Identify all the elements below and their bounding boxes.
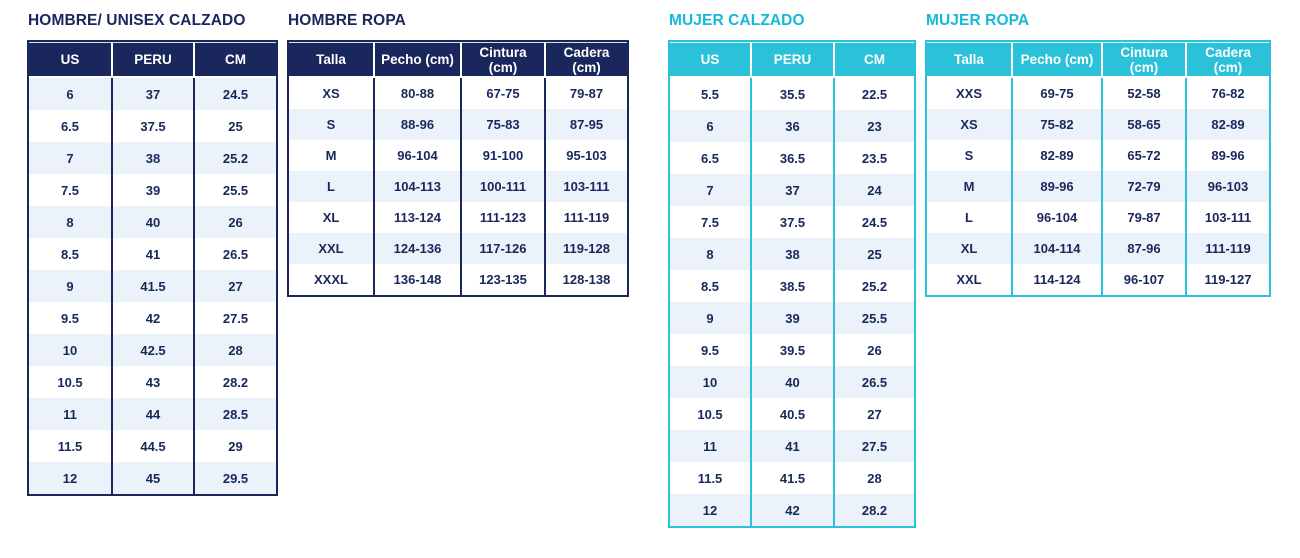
table-row	[29, 110, 276, 142]
table-cell: 104-114	[1011, 233, 1101, 264]
table-row	[29, 366, 276, 398]
table-row	[29, 430, 276, 462]
column-header: Cadera (cm)	[1185, 42, 1269, 78]
table-cell: S	[289, 109, 373, 140]
column-header: CM	[833, 42, 914, 78]
table-cell: 43	[111, 366, 193, 398]
table-cell: 39	[750, 302, 833, 334]
table-cell: XL	[927, 233, 1011, 264]
table-cell: 27.5	[833, 430, 914, 462]
table-cell: 40	[111, 206, 193, 238]
table-cell: 87-95	[544, 109, 627, 140]
table-cell: 5.5	[670, 78, 750, 110]
table-row	[670, 270, 914, 302]
table-cell: 103-111	[544, 171, 627, 202]
header-row	[670, 42, 914, 78]
table-row	[927, 140, 1269, 171]
table-cell: S	[927, 140, 1011, 171]
table-cell: 23.5	[833, 142, 914, 174]
table-cell: 39.5	[750, 334, 833, 366]
column-header: PERU	[750, 42, 833, 78]
table-cell: 7.5	[670, 206, 750, 238]
column-header: US	[29, 42, 111, 78]
table-cell: 28.2	[193, 366, 276, 398]
table-cell: 9.5	[670, 334, 750, 366]
table-cell: 124-136	[373, 233, 460, 264]
table-section-hombre-ropa	[287, 12, 625, 297]
table-cell: 25.5	[193, 174, 276, 206]
table-cell: 37	[750, 174, 833, 206]
table-cell: 119-127	[1185, 264, 1269, 295]
table-cell: 123-135	[460, 264, 544, 295]
column-header: Pecho (cm)	[373, 42, 460, 78]
table-cell: 27	[833, 398, 914, 430]
table-cell: 96-104	[373, 140, 460, 171]
table-cell: 65-72	[1101, 140, 1185, 171]
table-title-hombre-unisex-calzado: HOMBRE/ UNISEX CALZADO	[28, 12, 246, 29]
table-cell: 41.5	[750, 462, 833, 494]
table-row	[670, 334, 914, 366]
size-table-hombre-ropa	[287, 40, 629, 297]
table-cell: 38	[111, 142, 193, 174]
table-cell: 41.5	[111, 270, 193, 302]
table-row	[29, 270, 276, 302]
table-cell: XS	[927, 109, 1011, 140]
table-row	[927, 264, 1269, 295]
table-cell: 45	[111, 462, 193, 494]
table-cell: 75-82	[1011, 109, 1101, 140]
column-header: PERU	[111, 42, 193, 78]
table-cell: 96-103	[1185, 171, 1269, 202]
table-cell: M	[927, 171, 1011, 202]
table-cell: 26.5	[193, 238, 276, 270]
table-row	[289, 78, 627, 109]
table-row	[289, 233, 627, 264]
table-cell: 88-96	[373, 109, 460, 140]
table-cell: 52-58	[1101, 78, 1185, 109]
table-cell: 69-75	[1011, 78, 1101, 109]
table-row	[29, 78, 276, 110]
table-cell: 136-148	[373, 264, 460, 295]
table-row	[29, 398, 276, 430]
table-row	[670, 302, 914, 334]
table-cell: 26.5	[833, 366, 914, 398]
table-cell: 23	[833, 110, 914, 142]
table-row	[670, 494, 914, 526]
table-section-mujer-calzado	[668, 12, 912, 528]
table-row	[927, 109, 1269, 140]
table-cell: L	[927, 202, 1011, 233]
table-cell: 8.5	[670, 270, 750, 302]
table-cell: 37.5	[750, 206, 833, 238]
table-row	[670, 142, 914, 174]
table-section-mujer-ropa	[925, 12, 1267, 297]
table-row	[670, 174, 914, 206]
table-row	[927, 202, 1269, 233]
table-cell: 96-104	[1011, 202, 1101, 233]
table-cell: 24.5	[193, 78, 276, 110]
table-cell: L	[289, 171, 373, 202]
table-cell: XXL	[927, 264, 1011, 295]
column-header: Cintura (cm)	[460, 42, 544, 78]
table-row	[670, 78, 914, 110]
table-cell: 28	[833, 462, 914, 494]
table-cell: 100-111	[460, 171, 544, 202]
size-table-mujer-ropa	[925, 40, 1271, 297]
column-header: Cadera (cm)	[544, 42, 627, 78]
table-cell: 26	[193, 206, 276, 238]
table-cell: 111-123	[460, 202, 544, 233]
table-cell: 40	[750, 366, 833, 398]
table-title-mujer-ropa: MUJER ROPA	[926, 12, 1030, 29]
table-cell: 9.5	[29, 302, 111, 334]
table-title-mujer-calzado: MUJER CALZADO	[669, 12, 805, 29]
table-row	[289, 264, 627, 295]
table-row	[29, 462, 276, 494]
table-cell: 28.5	[193, 398, 276, 430]
table-cell: 25	[193, 110, 276, 142]
table-cell: XS	[289, 78, 373, 109]
table-cell: 89-96	[1185, 140, 1269, 171]
table-cell: M	[289, 140, 373, 171]
table-row	[289, 140, 627, 171]
table-cell: 8	[670, 238, 750, 270]
table-cell: 36	[750, 110, 833, 142]
table-cell: 80-88	[373, 78, 460, 109]
table-cell: 6	[29, 78, 111, 110]
table-row	[29, 174, 276, 206]
table-cell: 117-126	[460, 233, 544, 264]
table-cell: 82-89	[1011, 140, 1101, 171]
table-cell: 11.5	[670, 462, 750, 494]
table-cell: 87-96	[1101, 233, 1185, 264]
table-row	[927, 171, 1269, 202]
table-cell: 42	[750, 494, 833, 526]
table-cell: 58-65	[1101, 109, 1185, 140]
table-cell: 44	[111, 398, 193, 430]
size-table-mujer-calzado	[668, 40, 916, 528]
table-cell: 111-119	[1185, 233, 1269, 264]
table-cell: 41	[111, 238, 193, 270]
table-cell: XXS	[927, 78, 1011, 109]
table-cell: 42	[111, 302, 193, 334]
table-cell: 24.5	[833, 206, 914, 238]
table-cell: 42.5	[111, 334, 193, 366]
table-cell: XL	[289, 202, 373, 233]
table-cell: 72-79	[1101, 171, 1185, 202]
table-cell: 38.5	[750, 270, 833, 302]
table-row	[29, 302, 276, 334]
table-cell: 28.2	[833, 494, 914, 526]
table-cell: 25	[833, 238, 914, 270]
table-cell: 67-75	[460, 78, 544, 109]
table-cell: 25.2	[193, 142, 276, 174]
table-cell: 11	[29, 398, 111, 430]
table-cell: 89-96	[1011, 171, 1101, 202]
table-cell: 29.5	[193, 462, 276, 494]
table-cell: 9	[670, 302, 750, 334]
table-cell: 95-103	[544, 140, 627, 171]
table-cell: 26	[833, 334, 914, 366]
table-row	[289, 171, 627, 202]
table-cell: 6.5	[29, 110, 111, 142]
table-cell: 6.5	[670, 142, 750, 174]
table-row	[670, 462, 914, 494]
header-row	[927, 42, 1269, 78]
table-cell: 8	[29, 206, 111, 238]
table-row	[927, 78, 1269, 109]
column-header: Pecho (cm)	[1011, 42, 1101, 78]
table-cell: 7.5	[29, 174, 111, 206]
table-row	[670, 110, 914, 142]
table-cell: 128-138	[544, 264, 627, 295]
table-cell: 9	[29, 270, 111, 302]
table-cell: 28	[193, 334, 276, 366]
table-cell: 24	[833, 174, 914, 206]
table-cell: 37	[111, 78, 193, 110]
table-cell: 111-119	[544, 202, 627, 233]
table-cell: 12	[29, 462, 111, 494]
table-cell: XXL	[289, 233, 373, 264]
table-cell: 7	[29, 142, 111, 174]
table-cell: 8.5	[29, 238, 111, 270]
table-cell: 10	[29, 334, 111, 366]
table-cell: 75-83	[460, 109, 544, 140]
table-row	[670, 206, 914, 238]
table-cell: 10.5	[29, 366, 111, 398]
table-cell: 91-100	[460, 140, 544, 171]
table-row	[670, 238, 914, 270]
table-cell: 11.5	[29, 430, 111, 462]
table-cell: 113-124	[373, 202, 460, 233]
table-cell: 76-82	[1185, 78, 1269, 109]
table-row	[29, 238, 276, 270]
header-row	[29, 42, 276, 78]
table-cell: 79-87	[1101, 202, 1185, 233]
column-header: Talla	[289, 42, 373, 78]
table-cell: 7	[670, 174, 750, 206]
column-header: Cintura (cm)	[1101, 42, 1185, 78]
table-row	[670, 398, 914, 430]
table-cell: 119-128	[544, 233, 627, 264]
table-section-hombre-unisex-calzado	[27, 12, 274, 496]
table-row	[289, 109, 627, 140]
table-row	[927, 233, 1269, 264]
table-cell: 41	[750, 430, 833, 462]
table-cell: 10.5	[670, 398, 750, 430]
table-cell: 37.5	[111, 110, 193, 142]
table-title-hombre-ropa: HOMBRE ROPA	[288, 12, 406, 29]
column-header: US	[670, 42, 750, 78]
table-cell: 36.5	[750, 142, 833, 174]
table-cell: XXXL	[289, 264, 373, 295]
table-cell: 114-124	[1011, 264, 1101, 295]
table-cell: 79-87	[544, 78, 627, 109]
table-cell: 35.5	[750, 78, 833, 110]
table-cell: 11	[670, 430, 750, 462]
table-cell: 103-111	[1185, 202, 1269, 233]
table-row	[29, 334, 276, 366]
size-table-hombre-unisex-calzado	[27, 40, 278, 496]
table-row	[29, 142, 276, 174]
table-row	[670, 430, 914, 462]
table-cell: 12	[670, 494, 750, 526]
table-row	[289, 202, 627, 233]
table-cell: 6	[670, 110, 750, 142]
table-cell: 39	[111, 174, 193, 206]
table-cell: 27	[193, 270, 276, 302]
table-cell: 22.5	[833, 78, 914, 110]
table-row	[29, 206, 276, 238]
table-cell: 10	[670, 366, 750, 398]
table-cell: 96-107	[1101, 264, 1185, 295]
table-cell: 25.2	[833, 270, 914, 302]
table-cell: 29	[193, 430, 276, 462]
table-cell: 82-89	[1185, 109, 1269, 140]
table-cell: 27.5	[193, 302, 276, 334]
table-cell: 44.5	[111, 430, 193, 462]
column-header: CM	[193, 42, 276, 78]
table-row	[670, 366, 914, 398]
table-cell: 104-113	[373, 171, 460, 202]
table-cell: 40.5	[750, 398, 833, 430]
table-cell: 25.5	[833, 302, 914, 334]
header-row	[289, 42, 627, 78]
table-cell: 38	[750, 238, 833, 270]
column-header: Talla	[927, 42, 1011, 78]
